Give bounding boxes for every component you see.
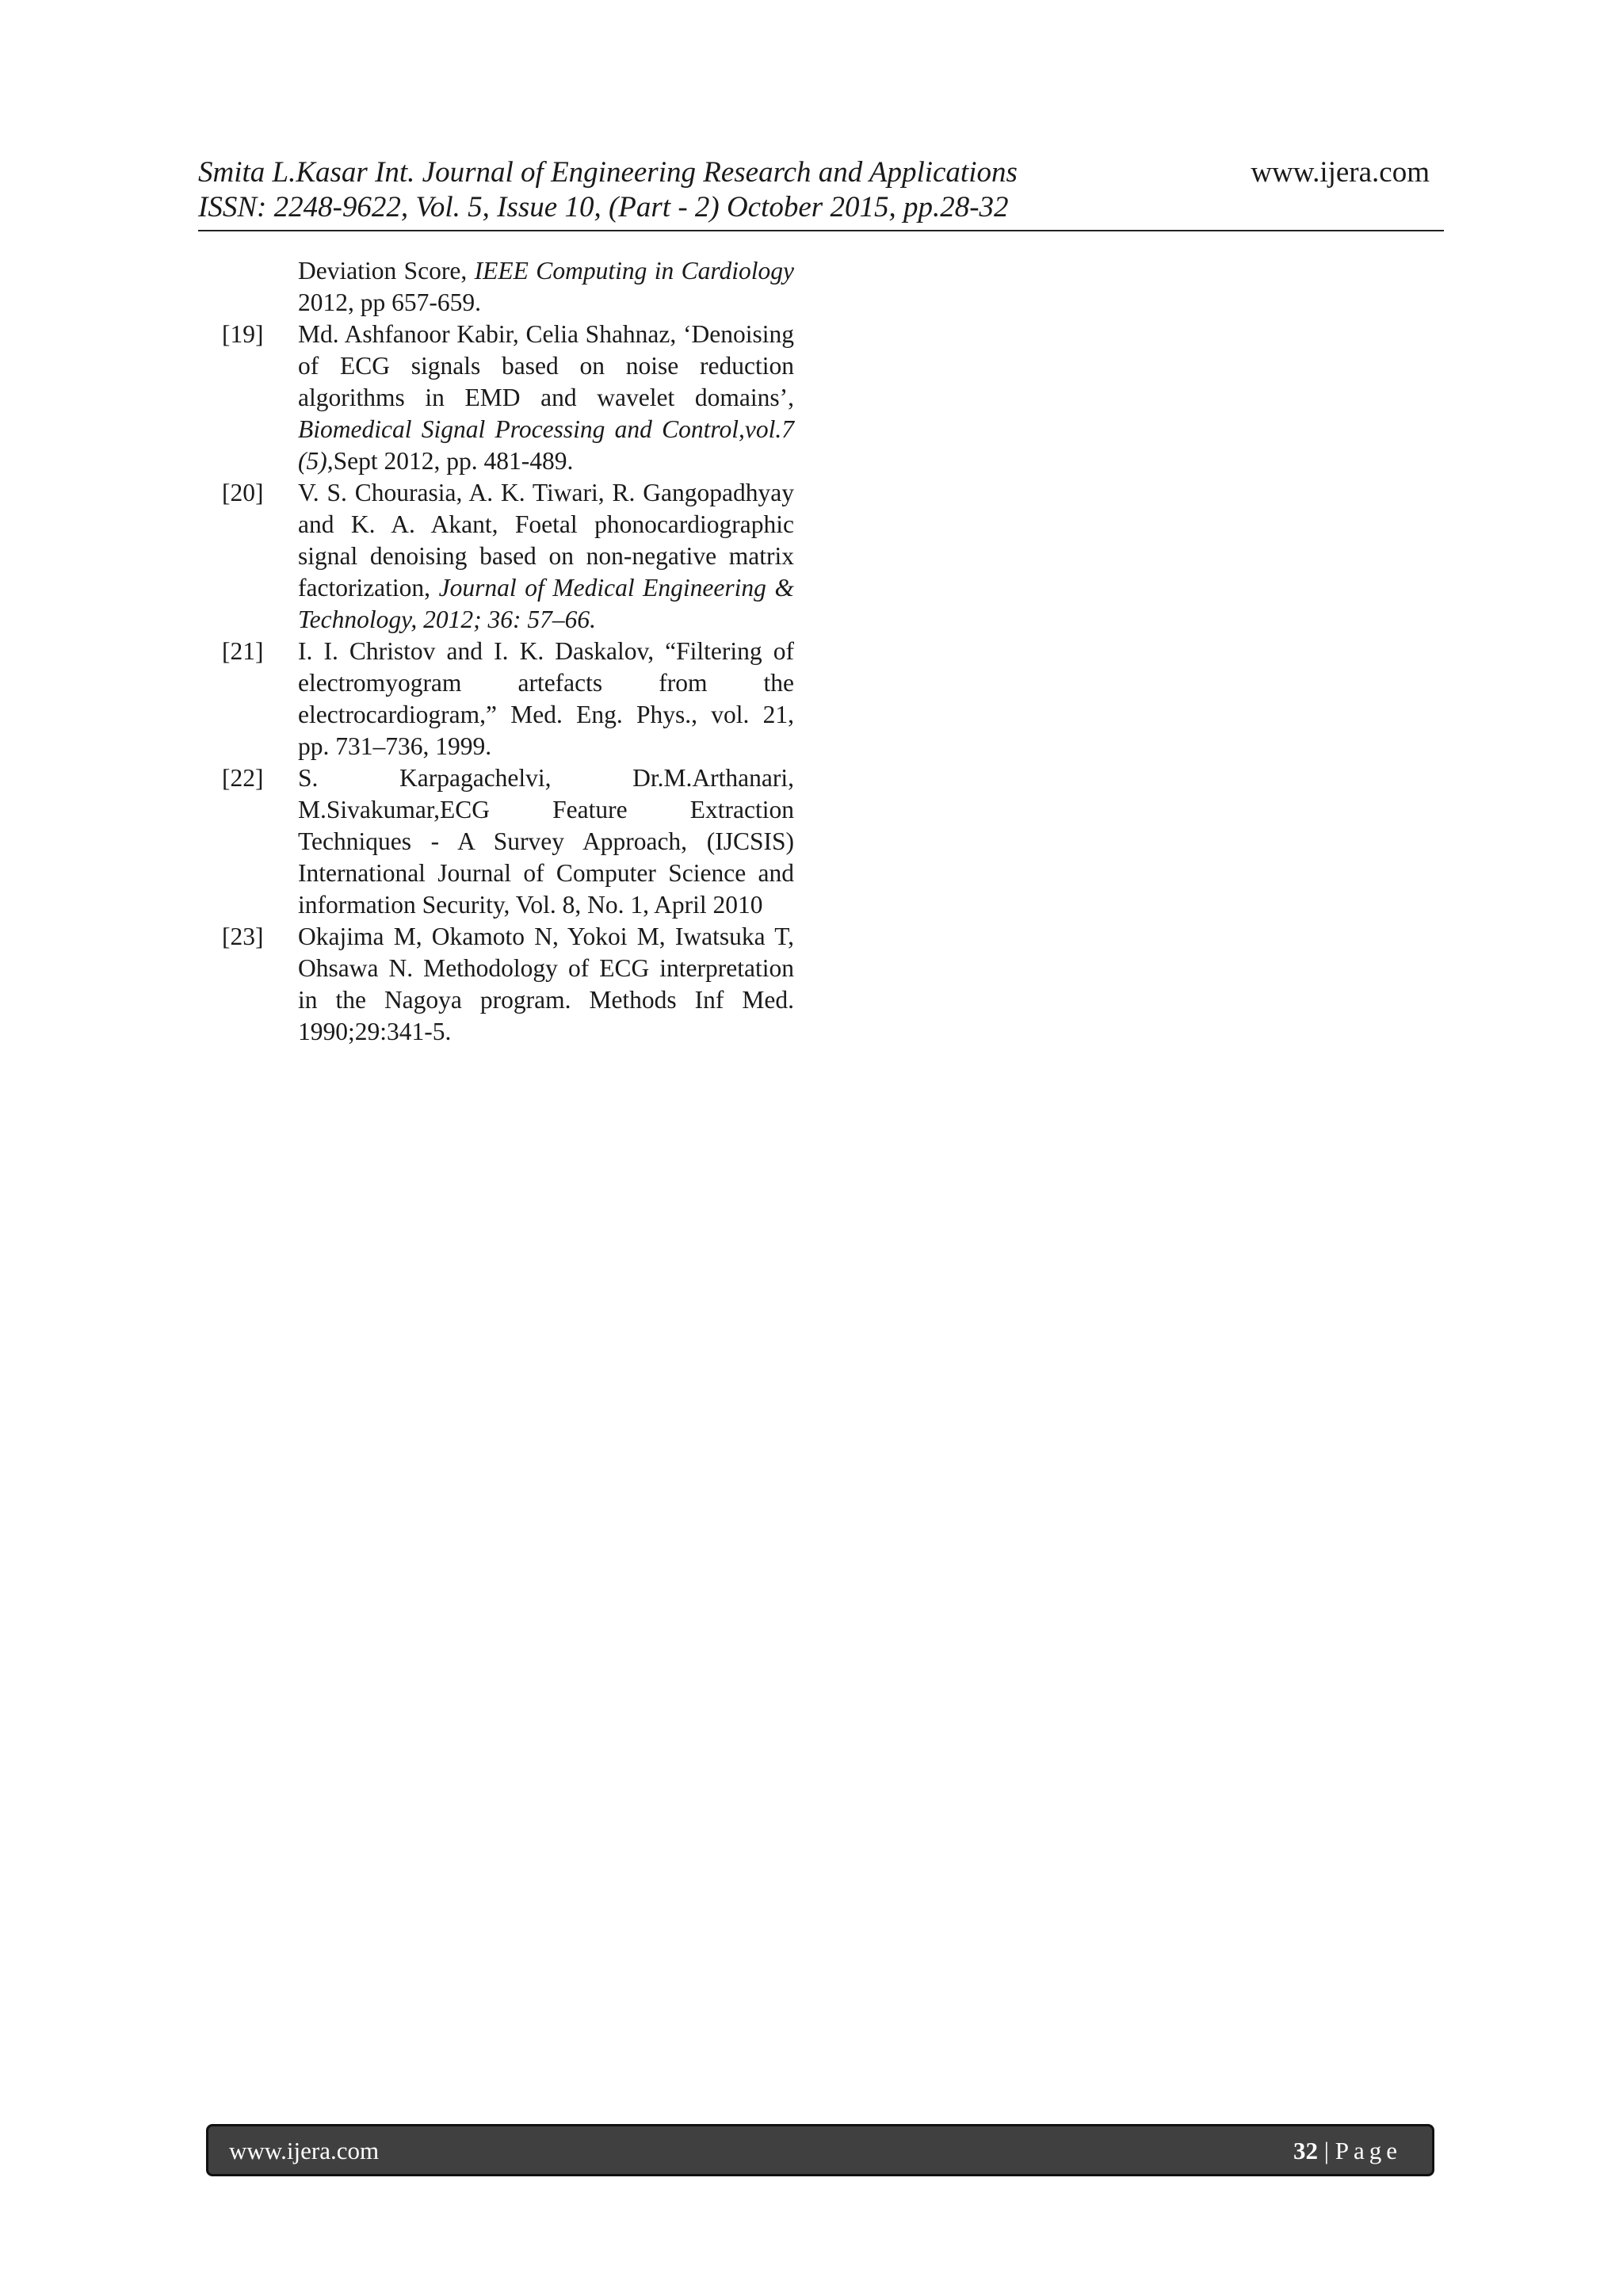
reference-number: [22]	[222, 764, 264, 792]
header-website: www.ijera.com	[1251, 156, 1430, 189]
reference-text: ,Sept 2012, pp. 481-489.	[327, 447, 574, 475]
page-separator: |	[1318, 2137, 1335, 2164]
reference-number: [20]	[222, 479, 264, 506]
page-number: 32	[1293, 2137, 1319, 2164]
reference-text: S. Karpagachelvi, Dr.M.Arthanari, M.Sivakumar,ECG Feature Extraction Techniques - A Survey Approach, (IJCSIS) International Journal of Computer Science and information Security, Vol. 8, No. 1, April 2010	[298, 764, 794, 919]
reference-italic-text: Journal of Medical Engineering & Technology, 2012; 36: 57–66.	[298, 574, 794, 633]
reference-italic-text: IEEE Computing in Cardiology	[474, 257, 795, 285]
running-header	[198, 155, 1444, 231]
reference-number: [19]	[222, 320, 264, 348]
reference-number: [21]	[222, 637, 264, 665]
footer-page-indicator	[1293, 2126, 1402, 2176]
reference-item	[222, 477, 794, 636]
reference-number: [23]	[222, 923, 264, 950]
footer-website: www.ijera.com	[229, 2137, 380, 2164]
page-label: Page	[1335, 2137, 1402, 2164]
reference-italic-text: Biomedical Signal Processing and Control,vol.7 (5)	[298, 415, 794, 475]
header-issn-line: ISSN: 2248-9622, Vol. 5, Issue 10, (Part - 2) October 2015, pp.28-32	[198, 191, 1009, 223]
reference-item	[222, 762, 794, 921]
reference-text: Deviation Score,	[298, 257, 475, 285]
reference-list	[222, 255, 794, 1048]
reference-item	[222, 636, 794, 762]
reference-text: V. S. Chourasia, A. K. Tiwari, R. Gangopadhyay and K. A. Akant, Foetal phonocardiographic signal denoising based on non-negative matrix factorization,	[298, 479, 794, 602]
reference-text: Okajima M, Okamoto N, Yokoi M, Iwatsuka T, Ohsawa N. Methodology of ECG interpretation in the Nagoya program. Methods Inf Med. 1990;29:341-5.	[298, 923, 794, 1045]
reference-item	[222, 319, 794, 477]
page-footer	[206, 2124, 1434, 2176]
reference-text: 2012, pp 657-659.	[298, 288, 481, 316]
reference-item	[222, 921, 794, 1048]
reference-text: I. I. Christov and I. K. Daskalov, “Filtering of electromyogram artefacts from the electrocardiogram,” Med. Eng. Phys., vol. 21, pp. 731–736, 1999.	[298, 637, 794, 760]
header-journal-line: Smita L.Kasar Int. Journal of Engineering Research and Applications	[198, 156, 1018, 189]
reference-item	[222, 255, 794, 319]
reference-text: Md. Ashfanoor Kabir, Celia Shahnaz, ‘Denoising of ECG signals based on noise reduction algorithms in EMD and wavelet domains’,	[298, 320, 794, 411]
